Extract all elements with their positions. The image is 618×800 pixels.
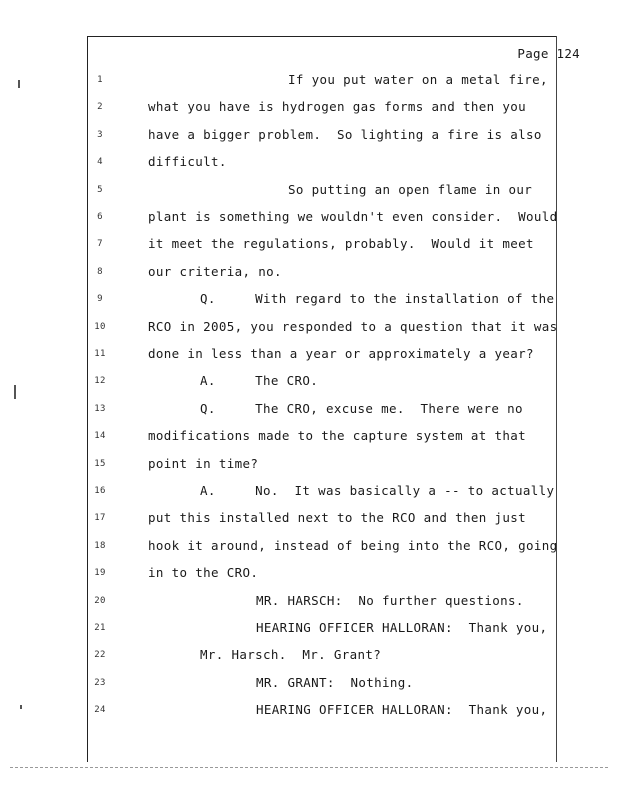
transcript-line [0,72,618,92]
transcript-line [0,593,618,613]
line-text: HEARING OFFICER HALLORAN: Thank you, [256,702,548,718]
top-rule [87,36,557,37]
line-number: 7 [97,239,103,250]
line-text: modifications made to the capture system at that [148,428,527,444]
line-text: our criteria, no. [148,263,282,279]
line-number: 6 [97,212,103,222]
line-number: 10 [94,321,106,332]
transcript-line [0,319,618,339]
line-number: 14 [94,431,106,442]
line-text: Q. With regard to the installation of the [200,291,555,307]
line-number: 5 [97,184,103,195]
transcript-line [0,620,618,640]
line-number: 15 [94,458,106,469]
line-number: 2 [97,102,103,113]
line-text: have a bigger problem. So lighting a fire is also [148,126,542,142]
line-number: 4 [97,157,103,168]
transcript-line [0,702,618,722]
transcript-line [0,346,618,366]
transcript-line [0,291,618,311]
line-number: 23 [94,677,106,688]
transcript-line [0,182,618,202]
line-text: in to the CRO. [148,565,259,581]
line-text: plant is something we wouldn't even consider. Would [148,209,558,224]
line-text: Mr. Harsch. Mr. Grant? [200,647,382,663]
line-text: hook it around, instead of being into the RCO, going [148,537,558,553]
transcript-line [0,236,618,256]
line-text: put this installed next to the RCO and then just [148,510,527,526]
transcript-line [0,127,618,147]
transcript-line [0,209,618,229]
line-number: 17 [94,513,106,524]
transcript-line [0,538,618,558]
transcript-line [0,565,618,585]
line-number: 1 [97,75,103,85]
transcript-line [0,483,618,503]
line-number: 16 [94,486,106,496]
line-number: 11 [94,349,106,359]
line-number: 3 [97,129,103,140]
transcript-line [0,647,618,667]
transcript-line [0,264,618,284]
line-text: HEARING OFFICER HALLORAN: Thank you, [256,620,548,635]
transcript-line [0,154,618,174]
footer-scan-edge [10,767,608,769]
line-number: 13 [94,403,106,414]
line-text: MR. HARSCH: No further questions. [256,592,524,608]
line-number: 20 [94,595,106,606]
line-text: A. The CRO. [200,373,319,389]
line-text: what you have is hydrogen gas forms and then you [148,99,527,115]
line-text: it meet the regulations, probably. Would it meet [148,236,534,252]
line-number: 19 [94,568,106,579]
transcript-line [0,373,618,393]
transcript-line [0,675,618,695]
line-number: 21 [94,623,106,633]
line-number: 8 [97,266,103,277]
transcript-line [0,510,618,530]
line-number: 18 [94,540,106,551]
line-text: A. No. It was basically a -- to actually [200,483,555,498]
line-text: So putting an open flame in our [288,181,533,197]
transcript-line [0,401,618,421]
line-text: point in time? [148,455,259,471]
page-number: Page 124 [517,46,580,61]
line-number: 22 [94,650,106,661]
transcript-line [0,428,618,448]
line-number: 9 [97,294,103,305]
line-number: 12 [94,376,106,387]
line-number: 24 [94,705,106,716]
line-text: RCO in 2005, you responded to a question that it was [148,318,558,334]
line-text: If you put water on a metal fire, [288,72,548,87]
line-text: Q. The CRO, excuse me. There were no [200,400,523,416]
transcript-line [0,99,618,119]
line-text: done in less than a year or approximately a year? [148,346,534,361]
line-text: MR. GRANT: Nothing. [256,674,414,690]
line-text: difficult. [148,154,227,170]
transcript-line [0,456,618,476]
